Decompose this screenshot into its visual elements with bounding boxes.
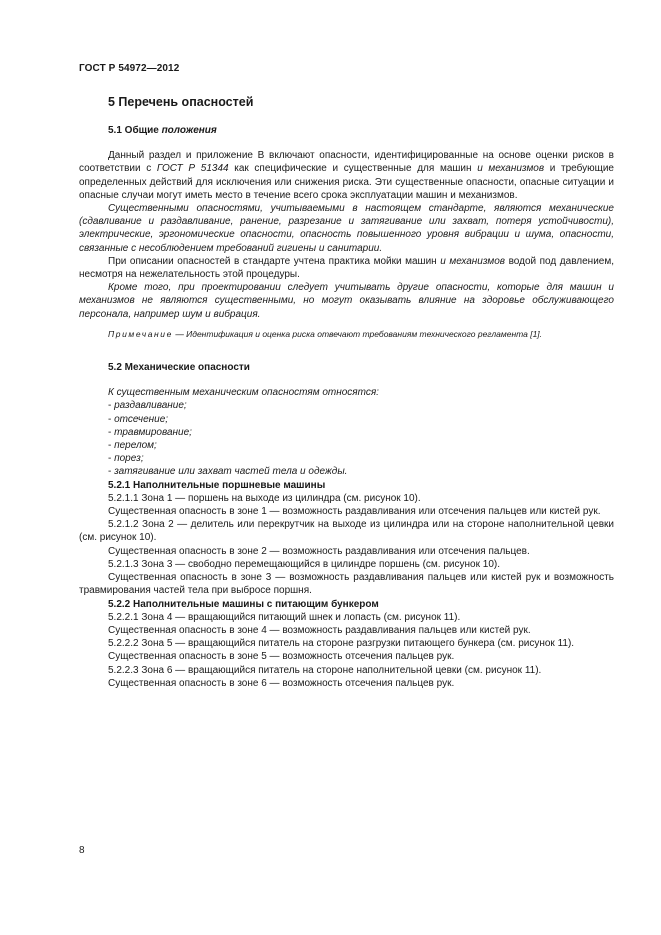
- list-item: - порез;: [108, 453, 144, 465]
- clause-text: Существенная опасность в зоне 1 — возможность раздавливания или отсечения пальцев или кистей рук.: [108, 506, 601, 518]
- subsection-5-2-title: 5.2 Механические опасности: [108, 362, 250, 374]
- clause-text: Существенная опасность в зоне 6 — возможность отсечения пальцев рук.: [108, 677, 455, 689]
- section-title: 5 Перечень опасностей: [108, 95, 254, 109]
- document-body: [79, 124, 614, 690]
- page-number: 8: [79, 845, 85, 856]
- clause-text: Существенная опасность в зоне 3 — возможность раздавливания пальцев или кистей рук и возможность травмирования частей тела при выбросе поршня.: [79, 572, 614, 597]
- subsection-5-1-title: 5.1 Общие положения: [108, 125, 217, 136]
- document-header: ГОСТ Р 54972—2012: [79, 63, 180, 74]
- clause-5-2-2-2: 5.2.2.2 Зона 5 — вращающийся питатель на стороне разгрузки питающего бункера (см. рисунок 11).: [108, 638, 575, 650]
- paragraph-5-1-2: Существенными опасностями, учитываемыми в настоящем стандарте, являются механические (сдавливание и раздавливание, ранение, разрезание и затягивание или захват, потеря устойчивости), электрические, эргономические опасности, опасность повышенного уровня вибрации и шума, опасности, связанные с несоблюдением требований гигиены и санитарии.: [79, 203, 614, 254]
- subsection-5-2-2-title: 5.2.2 Наполнительные машины с питающим бункером: [108, 598, 379, 610]
- note: Примечание — Идентификация и оценка риска отвечают требованиям технического регламента [1].: [108, 328, 543, 339]
- hazards-list: [79, 399, 614, 478]
- paragraph-5-1-4: Кроме того, при проектировании следует учитывать другие опасности, которые для машин и механизмов не являются существенными, но могут оказывать влияние на здоровье обслуживающего персонала, например шум и вибрация.: [79, 282, 614, 320]
- clause-5-2-2-3: 5.2.2.3 Зона 6 — вращающийся питатель на стороне наполнительной цевки (см. рисунок 11).: [108, 664, 542, 676]
- list-item: - затягивание или захват частей тела и одежды.: [108, 466, 348, 478]
- list-item: - травмирование;: [108, 426, 192, 438]
- clause-5-2-2-1: 5.2.2.1 Зона 4 — вращающийся питающий шнек и лопасть (см. рисунок 11).: [108, 611, 461, 623]
- list-item: - отсечение;: [108, 413, 169, 425]
- clause-text: Существенная опасность в зоне 5 — возможность отсечения пальцев рук.: [108, 651, 455, 663]
- list-item: - перелом;: [108, 440, 157, 452]
- clause-5-2-1-1: 5.2.1.1 Зона 1 — поршень на выходе из цилиндра (см. рисунок 10).: [108, 492, 421, 504]
- clause-text: Существенная опасность в зоне 4 — возможность раздавливания пальцев или кистей рук.: [108, 624, 531, 636]
- list-item: - раздавливание;: [108, 400, 187, 412]
- clause-text: Существенная опасность в зоне 2 — возможность раздавливания или отсечения пальцев.: [108, 545, 530, 557]
- clause-5-2-1-2: 5.2.1.2 Зона 2 — делитель или перекрутчик на выходе из цилиндра или на стороне наполнительной цевки (см. рисунок 10).: [79, 519, 614, 544]
- paragraph-5-1-3: При описании опасностей в стандарте учтена практика мойки машин и механизмов водой под давлением, несмотря на нежелательность этой процедуры.: [79, 255, 614, 281]
- subsection-5-2-1-title: 5.2.1 Наполнительные поршневые машины: [108, 479, 326, 491]
- paragraph-5-1-1: Данный раздел и приложение В включают опасности, идентифицированные на основе оценки рисков в соответствии с ГОСТ Р 51344 как специфические и существенные для машин и механизмов и требующие определенных действий для исключения или снижения риска. Эти существенные опасности, опасные ситуации и опасные случаи могут иметь место в течение всего срока эксплуатации машин и механизмов.: [79, 150, 614, 201]
- clause-5-2-1-3: 5.2.1.3 Зона 3 — свободно перемещающийся в цилиндре поршень (см. рисунок 10).: [108, 558, 500, 570]
- list-intro: К существенным механическим опасностям относятся:: [108, 387, 379, 399]
